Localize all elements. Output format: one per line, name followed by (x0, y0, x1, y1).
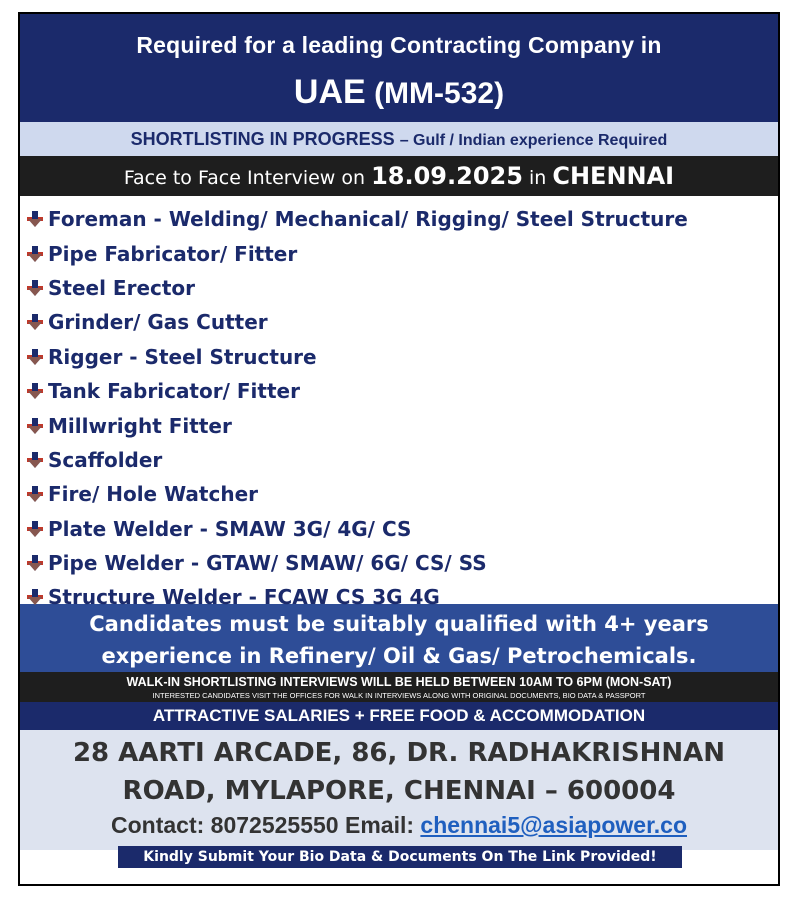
job-title: Steel Erector (48, 275, 196, 300)
header-banner (20, 14, 778, 122)
interview-city: CHENNAI (552, 162, 675, 190)
job-item (26, 443, 778, 477)
email-label: Email: (344, 812, 415, 838)
header-code: (MM-532) (374, 77, 505, 110)
down-arrow-bullet-icon (26, 417, 44, 435)
interview-banner (20, 156, 778, 196)
salary-banner: ATTRACTIVE SALARIES + FREE FOOD & ACCOMMODATION (20, 702, 778, 730)
job-item (26, 408, 778, 442)
qualification-line-2: experience in Refinery/ Oil & Gas/ Petrochemicals. (101, 644, 697, 668)
job-item (26, 305, 778, 339)
job-title: Scaffolder (48, 447, 163, 472)
job-title: Pipe Fabricator/ Fitter (48, 241, 298, 266)
submit-note: Kindly Submit Your Bio Data & Documents On The Link Provided! (118, 846, 682, 868)
address (20, 730, 778, 810)
walkin-hours: WALK-IN SHORTLISTING INTERVIEWS WILL BE HELD BETWEEN 10AM TO 6PM (MON-SAT) (126, 675, 672, 689)
contact-label: Contact: (111, 812, 205, 838)
header-country: UAE (293, 73, 366, 111)
address-line-1: 28 AARTI ARCADE, 86, DR. RADHAKRISHNAN (72, 738, 726, 768)
down-arrow-bullet-icon (26, 485, 44, 503)
job-item (26, 374, 778, 408)
shortlisting-banner (20, 122, 778, 156)
qualification-line-1: Candidates must be suitably qualified with 4+ years (89, 612, 709, 636)
job-title: Structure Welder - FCAW CS 3G 4G (48, 585, 440, 610)
job-title: Foreman - Welding/ Mechanical/ Rigging/ Steel Structure (48, 207, 688, 232)
walkin-banner (20, 672, 778, 702)
down-arrow-bullet-icon (26, 313, 44, 331)
job-title: Rigger - Steel Structure (48, 344, 317, 369)
address-line-2: ROAD, MYLAPORE, CHENNAI – 600004 (122, 776, 676, 806)
job-item (26, 236, 778, 270)
down-arrow-bullet-icon (26, 348, 44, 366)
shortlisting-detail: – Gulf / Indian experience Required (399, 132, 668, 149)
down-arrow-bullet-icon (26, 245, 44, 263)
job-title: Tank Fabricator/ Fitter (48, 379, 300, 404)
job-item (26, 477, 778, 511)
down-arrow-bullet-icon (26, 554, 44, 572)
job-advertisement (18, 12, 780, 886)
down-arrow-bullet-icon (26, 451, 44, 469)
qualification-banner (20, 604, 778, 672)
header-title: Required for a leading Contracting Company in (136, 32, 662, 58)
job-list (20, 196, 778, 610)
shortlisting-main: SHORTLISTING IN PROGRESS (130, 129, 395, 149)
job-title: Fire/ Hole Watcher (48, 482, 258, 507)
job-item (26, 512, 778, 546)
job-item (26, 202, 778, 236)
job-title: Millwright Fitter (48, 413, 232, 438)
down-arrow-bullet-icon (26, 520, 44, 538)
down-arrow-bullet-icon (26, 210, 44, 228)
job-item (26, 340, 778, 374)
contact-phone: 8072525550 (210, 812, 339, 838)
down-arrow-bullet-icon (26, 382, 44, 400)
walkin-instructions: INTERESTED CANDIDATES VISIT THE OFFICES FOR WALK IN INTERVIEWS ALONG WITH ORIGINAL DOCUMENTS, BIO DATA & PASSPORT (152, 691, 646, 700)
header-country-line (20, 73, 778, 112)
email-link[interactable]: chennai5@asiapower.co (420, 812, 687, 838)
contact-line (20, 812, 778, 839)
interview-in: in (528, 167, 547, 189)
job-title: Plate Welder - SMAW 3G/ 4G/ CS (48, 516, 412, 541)
job-item (26, 546, 778, 580)
down-arrow-bullet-icon (26, 279, 44, 297)
address-section (20, 730, 778, 850)
interview-prefix: Face to Face Interview on (123, 167, 366, 189)
job-title: Grinder/ Gas Cutter (48, 310, 268, 335)
job-title: Pipe Welder - GTAW/ SMAW/ 6G/ CS/ SS (48, 551, 487, 576)
interview-date: 18.09.2025 (371, 162, 523, 190)
down-arrow-bullet-icon (26, 588, 44, 606)
job-item (26, 271, 778, 305)
